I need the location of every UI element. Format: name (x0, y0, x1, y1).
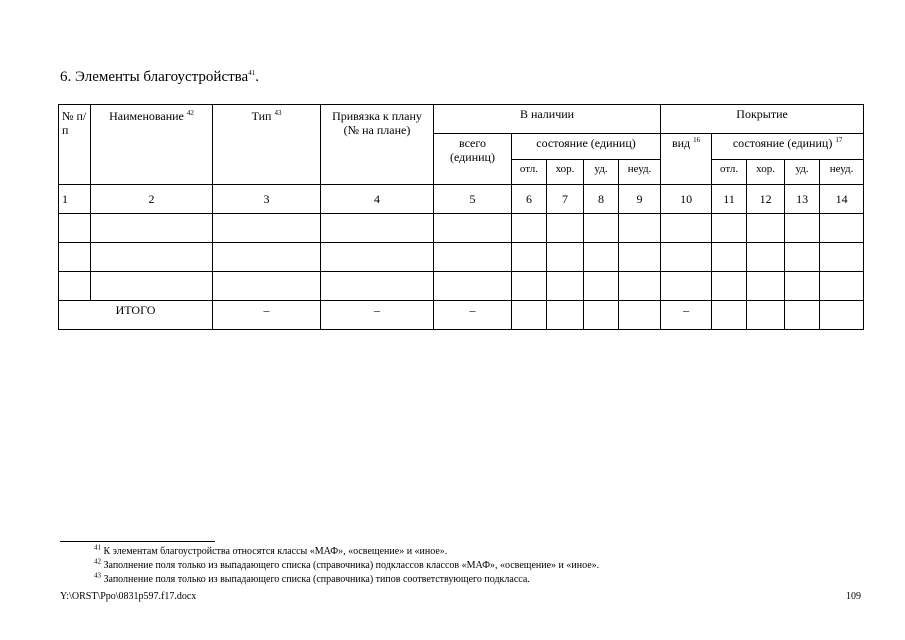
improvement-elements-table (58, 104, 864, 330)
table-cell[interactable] (321, 243, 434, 272)
table-cell[interactable] (584, 301, 619, 330)
table-cell[interactable] (661, 243, 712, 272)
table-cell[interactable] (712, 214, 747, 243)
header-neud: неуд. (619, 160, 661, 185)
col-number: 5 (434, 185, 512, 214)
heading-text: 6. Элементы благоустройства (60, 69, 249, 85)
total-label: ИТОГО (59, 301, 213, 330)
header-type-label: Тип (251, 109, 272, 123)
table-cell[interactable] (512, 272, 547, 301)
heading-footnote-ref[interactable]: 41 (248, 69, 256, 77)
table-cell[interactable] (434, 214, 512, 243)
col-number: 10 (661, 185, 712, 214)
col-number: 3 (213, 185, 321, 214)
header-ud-cover: уд. (785, 160, 820, 185)
total-type-dash: – (213, 301, 321, 330)
header-neud-cover: неуд. (820, 160, 864, 185)
table-cell[interactable] (820, 301, 864, 330)
header-num: № п/п (59, 105, 91, 185)
header-state-cover (712, 134, 864, 160)
table-cell[interactable] (59, 214, 91, 243)
table-cell[interactable] (661, 272, 712, 301)
header-state: состояние (единиц) (512, 134, 661, 160)
table-row (59, 243, 864, 272)
table-cell[interactable] (584, 214, 619, 243)
table-cell[interactable] (712, 243, 747, 272)
col-number: 12 (747, 185, 785, 214)
table-cell[interactable] (547, 272, 584, 301)
table-cell[interactable] (747, 301, 785, 330)
footnote-text: Заполнение поля только из выпадающего списка (справочника) подклассов классов «МАФ», «освещение» и «иное». (103, 560, 600, 571)
table-row (59, 272, 864, 301)
table-cell[interactable] (584, 272, 619, 301)
table-cell[interactable] (820, 243, 864, 272)
total-kind-dash: – (661, 301, 712, 330)
table-cell[interactable] (785, 243, 820, 272)
table-cell[interactable] (584, 243, 619, 272)
table-cell[interactable] (747, 243, 785, 272)
col-number: 6 (512, 185, 547, 214)
table-row (59, 214, 864, 243)
table-cell[interactable] (91, 214, 213, 243)
table-cell[interactable] (321, 272, 434, 301)
table-cell[interactable] (619, 272, 661, 301)
header-name-footnote-ref[interactable]: 42 (186, 109, 194, 117)
header-state-cover-label: состояние (единиц) (732, 136, 833, 150)
table-cell[interactable] (661, 214, 712, 243)
table-cell[interactable] (434, 243, 512, 272)
table-cell[interactable] (619, 301, 661, 330)
header-hor: хор. (547, 160, 584, 185)
col-number: 9 (619, 185, 661, 214)
header-total: всего (единиц) (434, 134, 512, 185)
col-number: 7 (547, 185, 584, 214)
column-number-row (59, 185, 864, 214)
table-cell[interactable] (547, 301, 584, 330)
col-number: 11 (712, 185, 747, 214)
col-number: 8 (584, 185, 619, 214)
header-kind-footnote-ref[interactable]: 16 (693, 136, 701, 144)
footnote-41 (94, 543, 448, 558)
header-state-cover-footnote-ref[interactable]: 17 (835, 136, 843, 144)
header-type (213, 105, 321, 185)
header-plan: Привязка к плану (№ на плане) (321, 105, 434, 185)
header-hor-cover: хор. (747, 160, 785, 185)
heading-suffix: . (255, 69, 259, 85)
header-otl: отл. (512, 160, 547, 185)
col-number: 4 (321, 185, 434, 214)
table-cell[interactable] (91, 272, 213, 301)
table-cell[interactable] (619, 243, 661, 272)
total-plan-dash: – (321, 301, 434, 330)
footnote-text: Заполнение поля только из выпадающего списка (справочника) типов соответствующего подкласса. (103, 574, 530, 585)
table-cell[interactable] (712, 272, 747, 301)
table-cell[interactable] (59, 243, 91, 272)
header-kind (661, 134, 712, 185)
table-cell[interactable] (785, 301, 820, 330)
table-cell[interactable] (213, 243, 321, 272)
file-path: Y:\ORST\Ppo\0831p597.f17.docx (60, 591, 197, 602)
footnote-number: 42 (94, 557, 101, 566)
table-cell[interactable] (747, 272, 785, 301)
header-cover: Покрытие (661, 105, 864, 134)
table-cell[interactable] (512, 301, 547, 330)
header-type-footnote-ref[interactable]: 43 (274, 109, 282, 117)
table-cell[interactable] (512, 214, 547, 243)
header-name-label: Наименование (109, 109, 184, 123)
table-cell[interactable] (820, 272, 864, 301)
table-cell[interactable] (213, 272, 321, 301)
col-number: 13 (785, 185, 820, 214)
col-number: 14 (820, 185, 864, 214)
table-cell[interactable] (434, 272, 512, 301)
table-cell[interactable] (820, 214, 864, 243)
table-cell[interactable] (512, 243, 547, 272)
footnote-number: 43 (94, 571, 101, 580)
col-number: 2 (91, 185, 213, 214)
table-cell[interactable] (619, 214, 661, 243)
table-cell[interactable] (712, 301, 747, 330)
footnote-number: 41 (94, 543, 101, 552)
header-otl-cover: отл. (712, 160, 747, 185)
total-row (59, 301, 864, 330)
page-number: 109 (846, 591, 861, 602)
col-number: 1 (59, 185, 91, 214)
footnote-text: К элементам благоустройства относятся классы «МАФ», «освещение» и «иное». (103, 546, 448, 557)
table-cell[interactable] (747, 214, 785, 243)
table-cell[interactable] (213, 214, 321, 243)
footnote-42 (94, 557, 600, 572)
table-cell[interactable] (785, 214, 820, 243)
table-cell[interactable] (321, 214, 434, 243)
header-ud: уд. (584, 160, 619, 185)
table-cell[interactable] (91, 243, 213, 272)
table-cell[interactable] (547, 243, 584, 272)
footnote-43 (94, 571, 530, 586)
section-heading (60, 68, 259, 86)
table-cell[interactable] (59, 272, 91, 301)
header-kind-label: вид (671, 136, 691, 150)
header-available: В наличии (434, 105, 661, 134)
table-cell[interactable] (547, 214, 584, 243)
footnote-separator (60, 541, 215, 542)
total-count-dash: – (434, 301, 512, 330)
table-cell[interactable] (785, 272, 820, 301)
header-name (91, 105, 213, 185)
